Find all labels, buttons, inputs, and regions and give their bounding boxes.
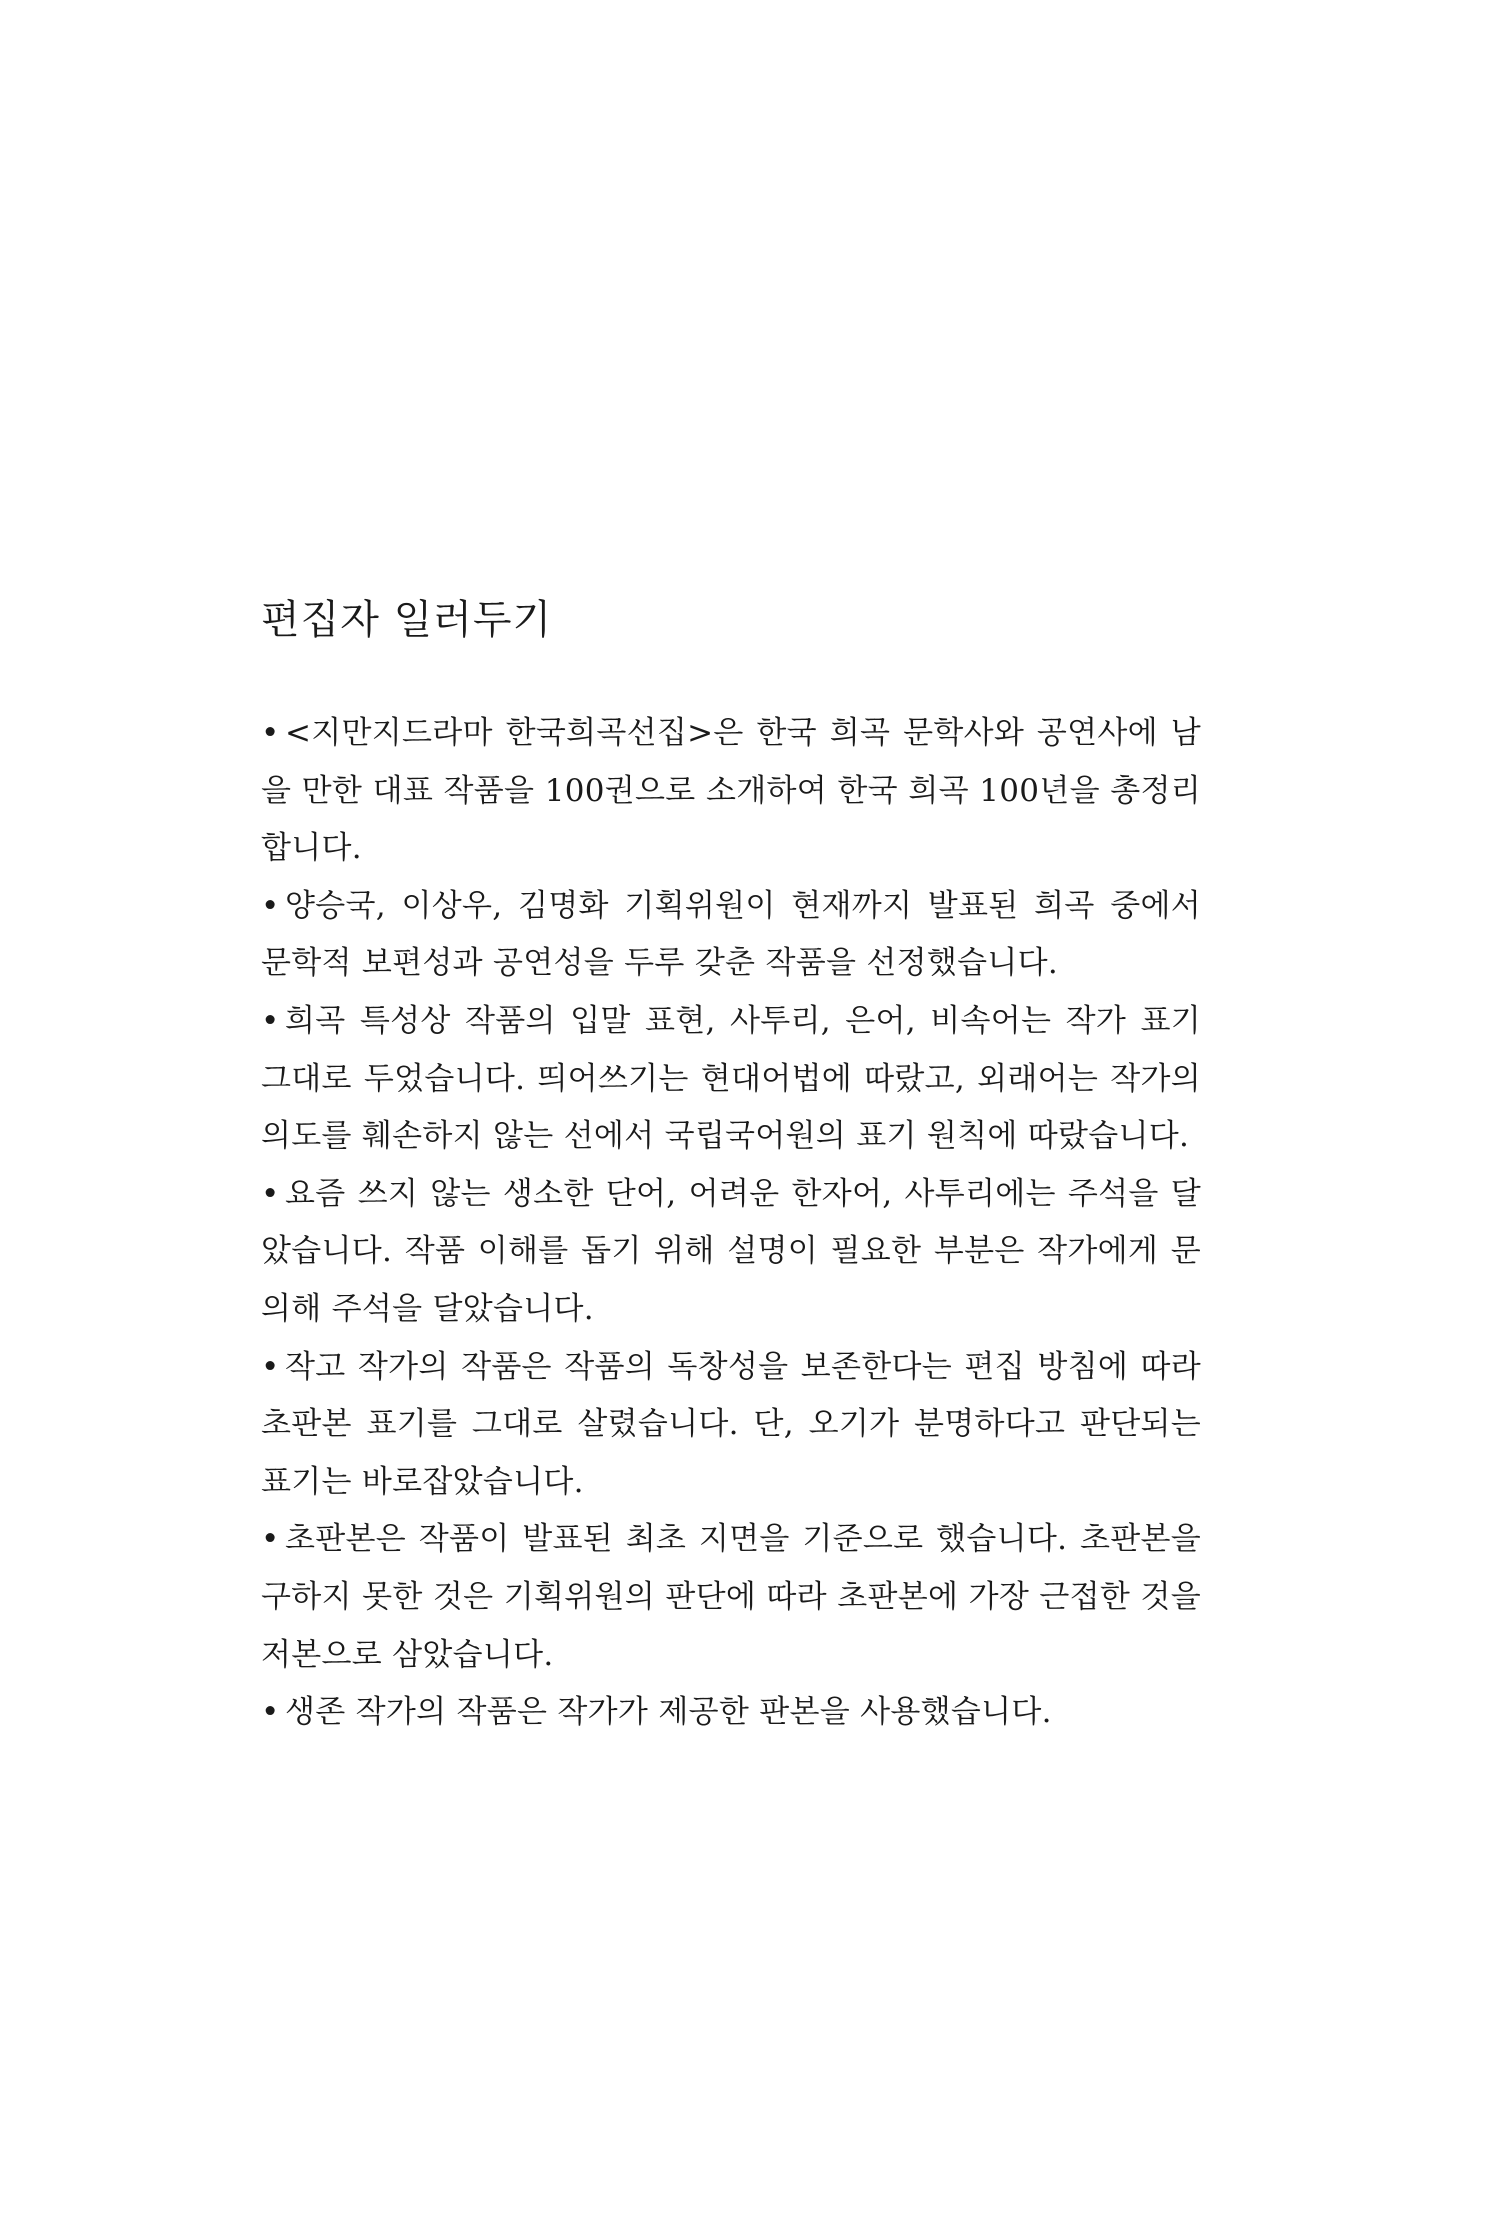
page-title: 편집자 일러두기 xyxy=(261,597,553,643)
note-text: 작고 작가의 작품은 작품의 독창성을 보존한다는 편집 방침에 따라 초판본 표기를 그대로 살렸습니다. 단, 오기가 분명하다고 판단되는 표기는 바로잡았습니다. xyxy=(261,1348,1201,1500)
note-text: 초판본은 작품이 발표된 최초 지면을 기준으로 했습니다. 초판본을 구하지 못한 것은 기획위원의 판단에 따라 초판본에 가장 근접한 것을 저본으로 삼았습니다. xyxy=(261,1521,1201,1673)
note-text: 희곡 특성상 작품의 입말 표현, 사투리, 은어, 비속어는 작가 표기 그대로 두었습니다. 띄어쓰기는 현대어법에 따랐고, 외래어는 작가의 의도를 훼손하지 않는 선에서 국립국어원의 표기 원칙에 따랐습니다. xyxy=(261,1002,1201,1155)
note-text: <지만지드라마 한국희곡선집>은 한국 희곡 문학사와 공연사에 남을 만한 대표 작품을 100권으로 소개하여 한국 희곡 100년을 총정리합니다. xyxy=(261,715,1201,867)
note-item xyxy=(261,705,1201,878)
bullet-icon: • xyxy=(261,1175,280,1212)
note-item xyxy=(261,1684,1201,1742)
bullet-icon: • xyxy=(261,1694,280,1731)
note-item xyxy=(261,993,1201,1166)
note-text: 생존 작가의 작품은 작가가 제공한 판본을 사용했습니다. xyxy=(285,1694,1052,1731)
bullet-icon: • xyxy=(261,887,280,924)
note-item xyxy=(261,1511,1201,1684)
note-item xyxy=(261,1166,1201,1339)
note-item xyxy=(261,878,1201,993)
bullet-icon: • xyxy=(261,1521,280,1558)
note-text: 양승국, 이상우, 김명화 기획위원이 현재까지 발표된 희곡 중에서 문학적 보편성과 공연성을 두루 갖춘 작품을 선정했습니다. xyxy=(261,887,1201,982)
bullet-icon: • xyxy=(261,1348,280,1385)
bullet-icon: • xyxy=(261,715,280,751)
note-item xyxy=(261,1339,1201,1512)
note-text: 요즘 쓰지 않는 생소한 단어, 어려운 한자어, 사투리에는 주석을 달았습니다. 작품 이해를 돕기 위해 설명이 필요한 부분은 작가에게 문의해 주석을 달았습니다. xyxy=(261,1175,1201,1327)
editorial-notes-list xyxy=(261,705,1201,1742)
bullet-icon: • xyxy=(261,1002,280,1039)
